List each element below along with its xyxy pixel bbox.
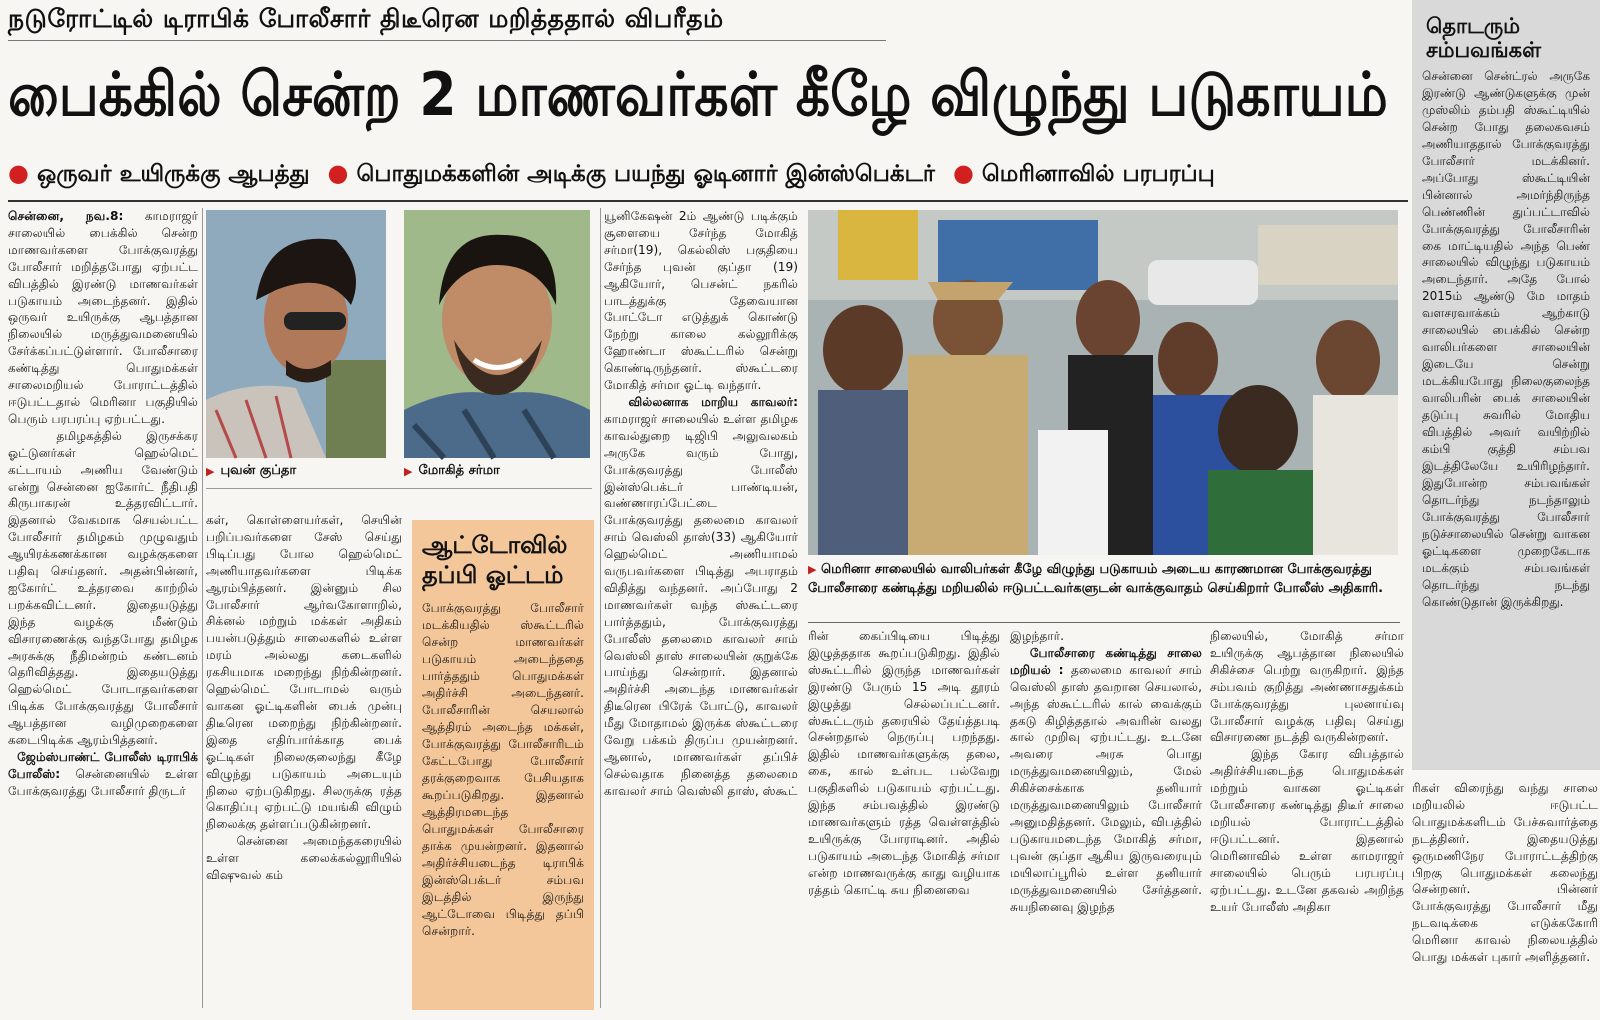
paragraph: நிலையில், மோகித் சர்மா உயிருக்கு ஆபத்தான நிலையில் சிகிச்சை பெற்று வருகிறார். இந்த சம்பவம் குறித்து அண்ணாசதுக்கம் போக்குவரத்து புலனாய்வு போலீசார் வழக்கு பதிவு செய்து விசாரணை நடத்தி வருகின்றனர்.: [1210, 629, 1404, 745]
paragraph: கள், கொள்ளையர்கள், செயின் பறிப்பவர்களை சேஸ் செய்து பிடிப்பது போல ஹெல்மெட் அணியாதவர்களை பிடிக்க ஆரம்பித்தனர். இன்னும் சில போலீசார் ஆர்வகோளாறில், சிக்னல் மற்றும் மக்கள் அதிகம் பயன்படுத்தும் சாலைகளில் உள்ள மரம் அல்லது கடைகளில் ரகசியமாக மறைந்து நிற்கின்றனர். ஹெல்மெட் போடாமல் வரும் வாகன ஓட்டிகளின் பைக் முன்பு திடீரென மறைந்து நிற்கின்றனர். இதை எதிர்பார்க்காத பைக் ஓட்டிகள் நிலைகுலைந்து கீழே விழுந்து படுகாயம் அடையும் நிலை ஏற்படுகிறது. சிலருக்கு ரத்த கொதிப்பு ஏற்பட்டு மயங்கி விழும் நிலைக்கு தள்ளப்படுகின்றனர்.: [206, 513, 402, 832]
paragraph: இழந்தார்.: [1010, 629, 1065, 643]
column-divider: [202, 208, 203, 1008]
portrait-photo-2: [404, 210, 590, 458]
bullet-dot-icon: ●: [952, 158, 974, 187]
subhead: ஜேம்ஸ்பாண்ட் போலீஸ் டிராபிக் போலீஸ்:: [8, 750, 198, 781]
sidebar-continuing-incidents: [1412, 0, 1600, 770]
paragraph: யூனிகேஷன் 2ம் ஆண்டு படிக்கும் சூளையை சேர்ந்த மோகித் சர்மா(19), கெல்லிஸ் பகுதியை சேர்ந்த புவன் குப்தா (19) ஆகியோர், பெசன்ட் நகரில் பாடத்துக்கு தேவையான போட்டோ எடுத்துக் கொண்டு நேற்று காலை கல்லூரிக்கு ஹோண்டா ஸ்கூட்டரில் சென்று கொண்டிருந்தனர். ஸ்கூட்டரை மோகித் சர்மா ஓட்டி வந்தார்.: [604, 209, 798, 393]
protest-scene-image: [808, 210, 1398, 555]
portrait-image: [404, 210, 590, 458]
highlight-text: மெரினாவில் பரபரப்பு: [981, 160, 1215, 187]
photo-caption-1: [206, 462, 386, 480]
article-column-6: [1210, 628, 1404, 1010]
article-column-4: [808, 628, 1000, 1010]
paragraph: சென்னை அமைந்தகரையில் உள்ள கலைக்கல்லூரியில் விஷுவல் கம்: [206, 834, 402, 883]
paragraph: இந்த கோர விபத்தால் அதிர்ச்சியடைந்த பொதுமக்கள் மற்றும் வாகன ஓட்டிகள் போலீசாரை கண்டித்து திடீர் சாலை மறியல் போராட்டத்தில் ஈடுபட்டனர். இதனால் மெரினாவில் உள்ள காமராஜர் சாலையில் பெரும் பரபரப்பு ஏற்பட்டது. உடனே தகவல் அறிந்த உயர் போலீஸ் அதிகா: [1210, 747, 1404, 914]
boxed-story: [412, 520, 594, 1010]
main-photo-caption: [808, 560, 1398, 618]
article-column-1: [8, 208, 198, 1010]
subhead: போலீசாரை கண்டித்து சாலை மறியல் :: [1010, 645, 1202, 677]
highlight-item: [953, 159, 1215, 190]
article-column-7: [1412, 780, 1598, 1010]
headline: பைக்கில் சென்ற 2 மாணவர்கள் கீழே விழுந்து படுகாயம்: [8, 60, 1388, 130]
portrait-photo-1: [206, 210, 386, 458]
top-rule: [8, 200, 1408, 202]
bullet-dot-icon: ●: [8, 158, 29, 187]
photo-caption-2: [404, 462, 590, 480]
caption-text: மோகித் சர்மா: [418, 463, 500, 478]
caption-arrow-icon: ▶: [808, 563, 817, 576]
highlight-item: [328, 159, 935, 190]
kicker-line: நடுரோட்டில் டிராபிக் போலீசார் திடீரென மறித்ததால் விபரீதம்: [8, 4, 886, 41]
boxed-story-text: போக்குவரத்து போலீசார் மடக்கியதில் ஸ்கூட்டரில் சென்ற மாணவர்கள் படுகாயம் அடைந்ததை பார்த்ததும் பொதுமக்கள் அதிர்ச்சி அடைந்தனர். போலீசாரின் செயலால் ஆத்திரம் அடைந்த மக்கள், போக்குவரத்து போலீசாரிடம் கேட்டபோது போலீசார் தரக்குறைவாக பேசியதாக கூறப்படுகிறது. இதனால் ஆத்திரமடைந்த பொதுமக்கள் போலீசாரை தாக்க முயன்றனர். இதனால் அதிர்ச்சியடைந்த டிராபிக் இன்ஸ்பெக்டர் சம்பவ இடத்தில் இருந்து ஆட்டோவை பிடித்து தப்பி சென்றார்.: [422, 601, 584, 938]
article-column-5: [1010, 628, 1202, 1010]
main-news-photo: [808, 210, 1398, 555]
paragraph: தலைமை காவலர் சாம் வெஸ்லி தாஸ் தவறான செயலால், அந்த ஸ்கூட்டரில் கால் வைக்கும் தகடு கிழித்ததால் அவரின் வலது கால் முறிவு ஏற்பட்டது. உடனே அவரை அரசு பொது மருத்துவமனையிலும், மேல் சிகிச்சைக்காக தனியார் மருத்துவமனையிலும் போலீசார் அனுமதித்தனர். மேலும், விபத்தில் படுகாயமடைந்த மோகித் சர்மா, புவன் குப்தா ஆகிய இருவரையும் மயிலாப்பூரில் உள்ள தனியார் மருத்துவமனையில் சேர்த்தனர். சுயநினைவு இழந்த: [1010, 662, 1202, 914]
article-column-3: [604, 208, 798, 1010]
bullet-dot-icon: ●: [327, 158, 349, 187]
caption-arrow-icon: ▶: [404, 464, 413, 478]
photo-divider: [206, 488, 592, 489]
paragraph: காமராஜர் சாலையில் உள்ள தமிழக காவல்துறை டிஜிபி அலுவலகம் அருகே வரும் போது, போக்குவரத்து போலீஸ் இன்ஸ்பெக்டர் பாண்டியன், வண்ணாரப்பேட்டை போக்குவரத்து தலைமை காவலர் சாம் வெஸ்லி தாஸ்(33) ஆகியோர் ஹெல்மெட் அணியாமல் வருபவர்களை பிடித்து அபராதம் விதித்து வந்தனர். அப்போது 2 மாணவர்கள் வந்த ஸ்கூட்டரை பார்த்ததும், போக்குவரத்து போலீஸ் தலைமை காவலர் சாம் வெஸ்லி தாஸ் சாலையின் குறுக்கே பாய்ந்து சென்றார். இதனால் அதிர்ச்சி அடைந்த மாணவர்கள் திடீரென பிரேக் போட்டு, காவலர் மீது மோதாமல் இருக்க ஸ்கூட்டரை வேறு பக்கம் திருப்ப முயன்றனர். ஆனால், மாணவர்கள் தப்பிச் செல்வதாக நினைத்த தலைமை காவலர் சாம் வெஸ்லி தாஸ், ஸ்கூட்: [604, 411, 798, 798]
boxed-story-title: ஆட்டோவில் தப்பி ஓட்டம்: [422, 531, 568, 589]
highlight-item: [8, 159, 310, 190]
caption-text: புவன் குப்தா: [220, 463, 297, 478]
dateline: சென்னை, நவ.8:: [8, 209, 124, 223]
portrait-image: [206, 210, 386, 458]
article-column-2: [206, 512, 402, 1010]
subhead: வில்லனாக மாறிய காவலர்:: [628, 394, 798, 409]
caption-arrow-icon: ▶: [206, 464, 215, 478]
column-divider: [600, 208, 601, 1008]
highlight-text: பொதுமக்களின் அடிக்கு பயந்து ஓடினார் இன்ஸ்பெக்டர்: [356, 160, 935, 187]
paragraph: ரின் கைப்பிடியை பிடித்து இழுத்ததாக கூறப்படுகிறது. இதில் ஸ்கூட்டரில் இருந்த மாணவர்கள் இரண்டு பேரும் 15 அடி தூரம் இழுத்து செல்லப்பட்டனர். ஸ்கூட்டரும் தரையில் தேய்த்தபடி சென்றதால் நெருப்பு பறந்தது. இதில் மாணவர்களுக்கு தலை, கை, கால் உள்பட பல்வேறு பகுதிகளில் படுகாயம் ஏற்பட்டது. இந்த சம்பவத்தில் இரண்டு மாணவர்களும் ரத்த வெள்ளத்தில் உயிருக்கு போராடினர். அதில் படுகாயம் அடைந்த மோகித் சர்மா என்ற மாணவருக்கு காது வழியாக ரத்தம் கொட்டி சுய நினைவை: [808, 629, 1000, 897]
paragraph: தமிழகத்தில் இருசக்கர ஓட்டுனர்கள் ஹெல்மெட் கட்டாயம் அணிய வேண்டும் என்று சென்னை ஐகோர்ட் நீதிபதி கிருபாகரன் உத்தரவிட்டார். இதனால் வேகமாக செயல்பட்ட போலீசார் தமிழகம் முழுவதும் ஆயிரக்கணக்கான வழக்குகளை பதிவு செய்தனர். அதன்பின்னர், ஐகோர்ட் உத்தரவை காற்றில் பறக்கவிட்டனர். இதையடுத்து இந்த வழக்கு மீண்டும் விசாரணைக்கு வந்தபோது தமிழக அரசுக்கு நீதிமன்றம் கண்டனம் தெரிவித்தது. இதையடுத்து ஹெல்மெட் போடாதவர்களை பிடிக்க போக்குவரத்து போலீசார் ஆபத்தான வழிமுறைகளை கடைபிடிக்க ஆரம்பித்தனர்.: [8, 428, 198, 748]
caption-text: மெரினா சாலையில் வாலிபர்கள் கீழே விழுந்து படுகாயம் அடைய காரணமான போக்குவரத்து போலீசாரை கண்டித்து மறியலில் ஈடுபட்டவர்களுடன் வாக்குவாதம் செய்கிறார் போலீஸ் அதிகாரி.: [808, 562, 1384, 596]
sidebar-title: தொடரும் சம்பவங்கள்: [1426, 14, 1542, 62]
sidebar-text: சென்னை சென்ட்ரல் அருகே இரண்டு ஆண்டுகளுக்கு முன் முஸ்லிம் தம்பதி ஸ்கூட்டியில் சென்ற போது தலைகவசம் அணியாததால் போக்குவரத்து போலீசார் மடக்கினர். அப்போது ஸ்கூட்டியின் பின்னால் அமர்ந்திருந்த பெண்ணின் துப்பட்டாவில் போக்குவரத்து போலீசாரின் கை மாட்டியதில் அந்த பெண் சாலையில் விழுந்து படுகாயம் அடைந்தார். அதே போல் 2015ம் ஆண்டு மே மாதம் வளசரவாக்கம் ஆற்காடு சாலையில் பைக்கில் சென்ற வாலிபர்களை சாலையின் இடையே சென்று மடக்கியபோது நிலைகுலைந்த வாலிபரின் பைக் சாலையின் தடுப்பு சுவரில் மோதிய விபத்தில் அவர் வயிற்றில் கம்பி குத்தி சம்பவ இடத்திலேயே உயிரிழந்தார். இதுபோன்ற சம்பவங்கள் தொடர்ந்து நடந்தாலும் போக்குவரத்து போலீசார் நடுச்சாலையில் சென்று வாகன ஓட்டிகளை முறைகேடாக மடக்கும் சம்பவங்கள் தொடர்ந்து நடந்து கொண்டுதான் இருக்கிறது.: [1422, 69, 1590, 609]
highlights-row: [8, 152, 1388, 196]
paragraph: சென்னையில் உள்ள போக்குவரத்து போலீசார் திருடர்: [8, 766, 198, 798]
photo-divider: [808, 622, 1400, 623]
paragraph: காமராஜர் சாலையில் பைக்கில் சென்ற மாணவர்களை போக்குவரத்து போலீசார் மறித்தபோது ஏற்பட்ட விபத்தில் இரண்டு மாணவர்கள் படுகாயம் அடைந்தனர். இதில் ஒருவர் உயிருக்கு ஆபத்தான நிலையில் மருத்துவமனையில் சேர்க்கப்பட்டுள்ளார். போலீசாரை கண்டித்து பொதுமக்கள் சாலைமறியல் போராட்டத்தில் ஈடுபட்டதால் மெரினா பகுதியில் பெரும் பரபரப்பு ஏற்பட்டது.: [8, 209, 199, 426]
highlight-text: ஒருவர் உயிருக்கு ஆபத்து: [36, 160, 310, 187]
paragraph: ரிகள் விரைந்து வந்து சாலை மறியலில் ஈடுபட்ட பொதுமக்களிடம் பேச்சுவார்த்தை நடத்தினர். இதையடுத்து ஒருமணிநேர போராட்டத்திற்கு பிறகு பொதுமக்கள் கலைந்து சென்றனர். பின்னர் போக்குவரத்து போலீசார் மீது நடவடிக்கை எடுக்ககோரி மெரினா காவல் நிலையத்தில் பொது மக்கள் புகார் அளித்தனர்.: [1412, 781, 1598, 965]
